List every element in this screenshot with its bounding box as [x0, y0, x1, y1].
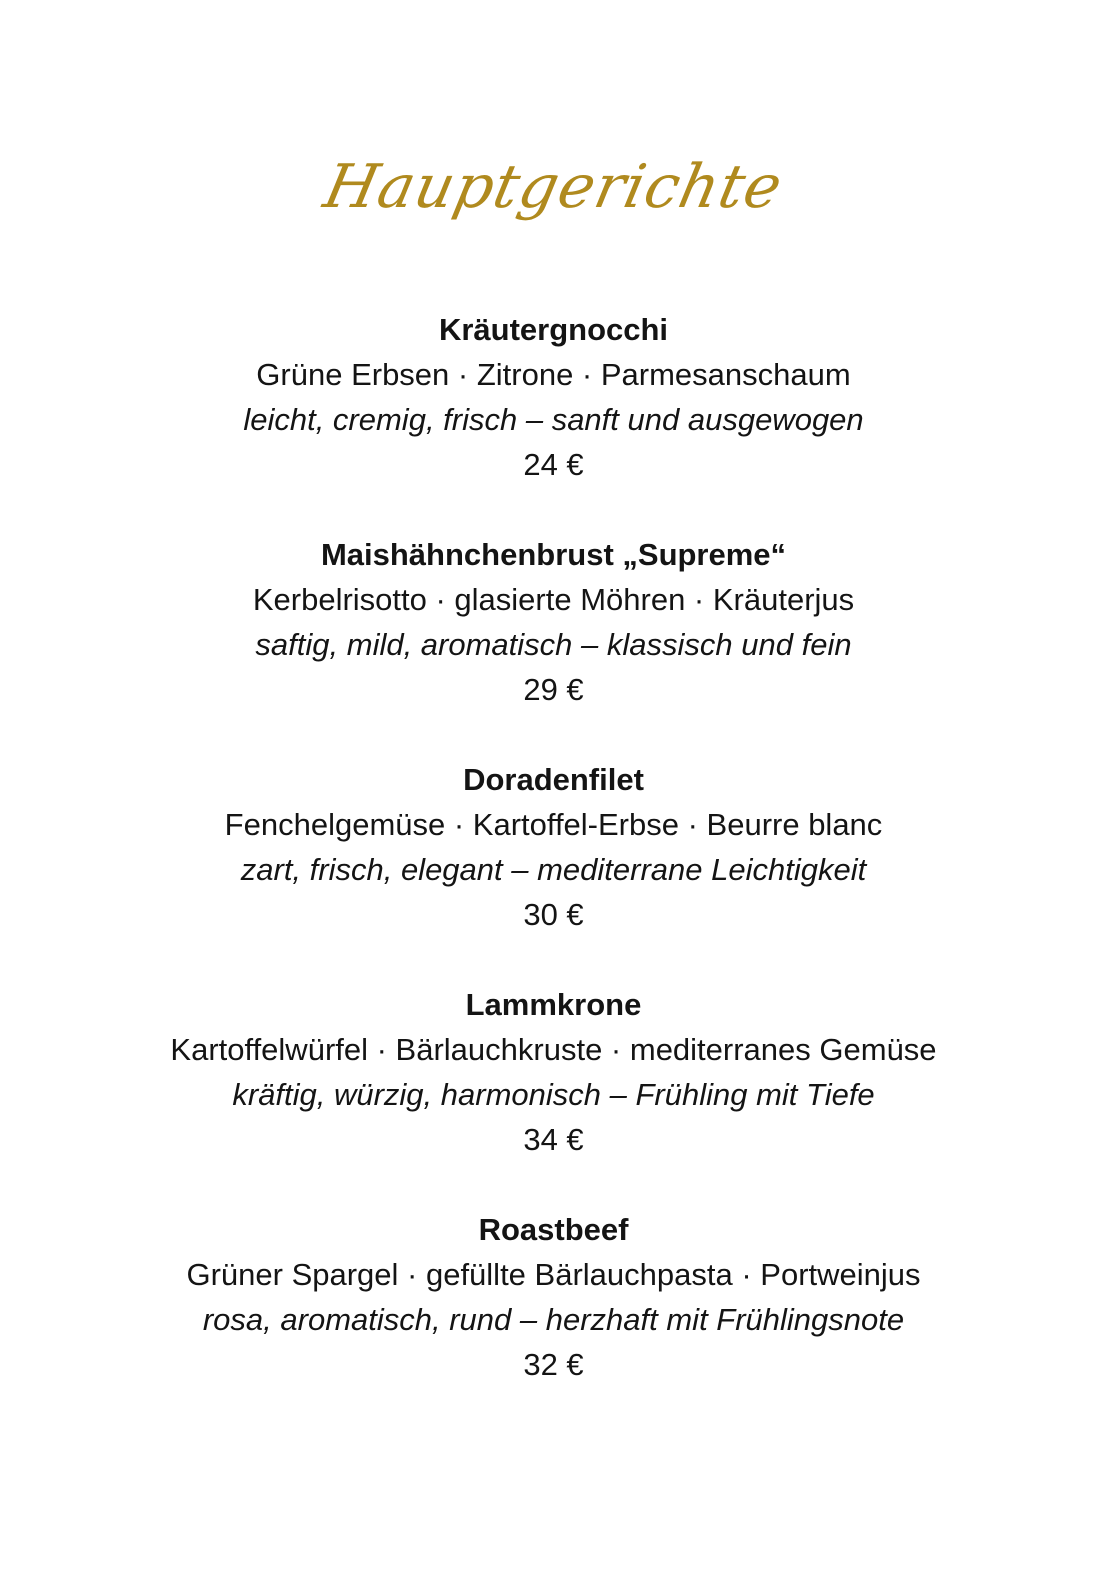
dish-name: Kräutergnocchi	[438, 312, 669, 347]
dish-description: leicht, cremig, frisch – sanft und ausgewogen	[243, 402, 864, 437]
dish-ingredients: Kartoffelwürfel · Bärlauchkruste · mediterranes Gemüse	[170, 1032, 937, 1067]
dish-item	[0, 1207, 1107, 1387]
dish-ingredients: Fenchelgemüse · Kartoffel-Erbse · Beurre blanc	[224, 807, 883, 842]
dish-ingredients: Grüne Erbsen · Zitrone · Parmesanschaum	[256, 357, 851, 392]
dish-description: kräftig, würzig, harmonisch – Frühling mit Tiefe	[232, 1077, 875, 1112]
dish-list	[0, 307, 1107, 1432]
page-title: Hauptgerichte	[318, 152, 789, 222]
dish-name: Lammkrone	[465, 987, 642, 1022]
dish-name: Maishähnchenbrust „Supreme“	[320, 537, 787, 572]
dish-price: 29 €	[523, 672, 584, 707]
dish-item	[0, 757, 1107, 937]
dish-name: Doradenfilet	[463, 762, 644, 797]
dish-price: 30 €	[523, 897, 584, 932]
dish-item	[0, 982, 1107, 1162]
dish-name: Roastbeef	[478, 1212, 629, 1247]
dish-item	[0, 532, 1107, 712]
dish-price: 24 €	[523, 447, 584, 482]
dish-ingredients: Kerbelrisotto · glasierte Möhren · Kräuterjus	[252, 582, 855, 617]
dish-ingredients: Grüner Spargel · gefüllte Bärlauchpasta · Portweinjus	[186, 1257, 921, 1292]
dish-price: 32 €	[523, 1347, 584, 1382]
dish-description: saftig, mild, aromatisch – klassisch und fein	[255, 627, 852, 662]
dish-item	[0, 307, 1107, 487]
dish-price: 34 €	[523, 1122, 584, 1157]
dish-description: rosa, aromatisch, rund – herzhaft mit Frühlingsnote	[202, 1302, 905, 1337]
dish-description: zart, frisch, elegant – mediterrane Leichtigkeit	[240, 852, 867, 887]
